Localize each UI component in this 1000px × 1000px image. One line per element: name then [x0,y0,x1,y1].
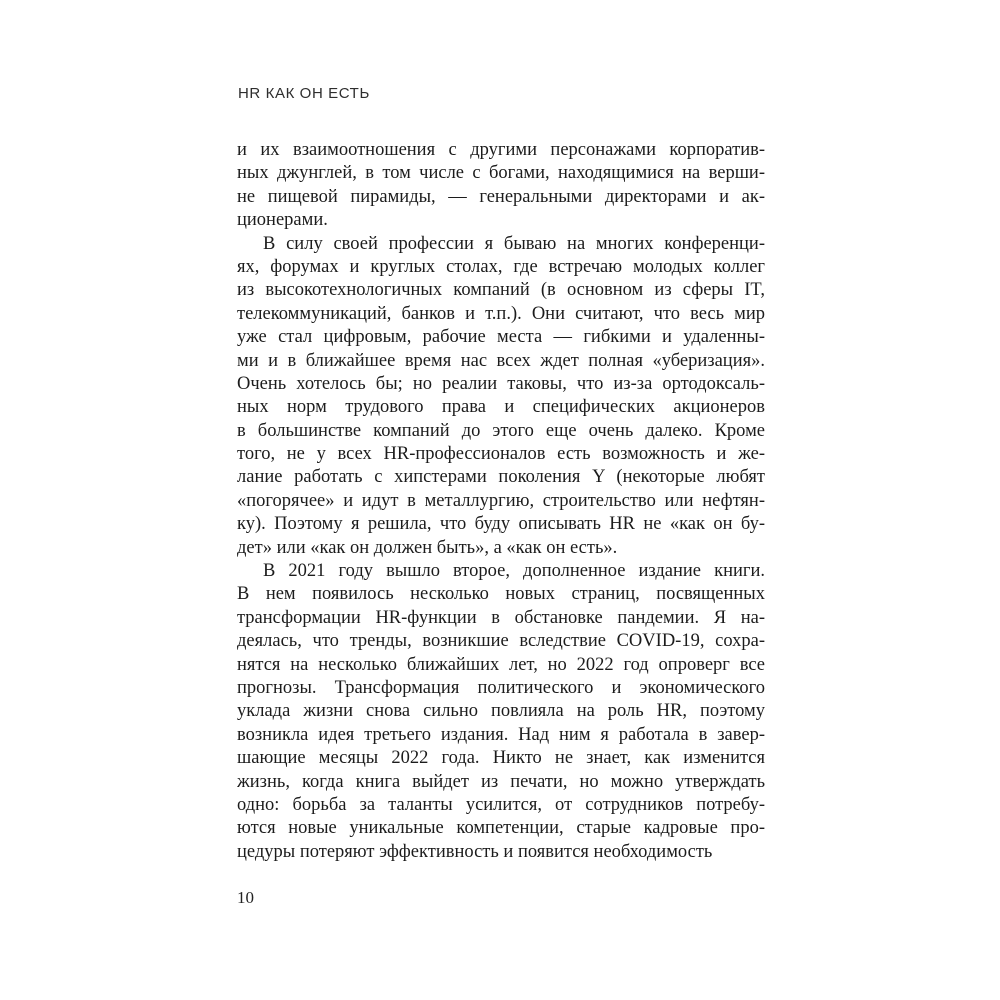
text-line: того, не у всех HR-профессионалов есть возможность и же- [237,444,765,465]
text-line: В 2021 году вышло второе, дополненное издание книги. [263,561,765,582]
text-line: трансформации HR-функции в обстановке пандемии. Я на- [237,607,765,628]
running-header: HR КАК ОН ЕСТЬ [238,85,370,102]
text-line: «погорячее» и идут в металлургию, строительство или нефтян- [237,490,765,511]
text-line: ми и в ближайшее время нас всех ждет полная «уберизация». [237,350,765,371]
text-line: в большинстве компаний до этого еще очень далеко. Кроме [237,420,765,441]
text-line: деялась, что тренды, возникшие вследствие COVID-19, сохра- [237,631,765,652]
text-line: В нем появилось несколько новых страниц, посвященных [237,584,765,605]
text-line: ных норм трудового права и специфических акционеров [237,397,765,418]
text-line: и их взаимоотношения с другими персонажами корпоратив- [237,140,765,160]
text-line: цедуры потеряют эффективность и появится необходимость [237,841,713,862]
text-line: дет» или «как он должен быть», а «как он есть». [237,537,618,558]
text-line: уклада жизни снова сильно повлияла на роль HR, поэтому [237,701,765,722]
text-line: телекоммуникаций, банков и т.п.). Они считают, что весь мир [237,303,765,324]
page-number: 10 [237,888,254,907]
text-block [237,139,765,864]
text-line: возникла идея третьего издания. Над ним я работала в завер- [237,724,765,745]
text-line: ных джунглей, в том числе с богами, находящимися на верши- [237,163,765,184]
text-line: ях, форумах и круглых столах, где встречаю молодых коллег [237,256,765,277]
text-line: нятся на несколько ближайших лет, но 2022 год опроверг все [237,654,765,675]
text-line: шающие месяцы 2022 года. Никто не знает, как изменится [237,748,765,769]
text-line: ционерами. [237,210,328,231]
text-line: лание работать с хипстерами поколения Y (некоторые любят [237,467,765,488]
text-line: жизнь, когда книга выйдет из печати, но можно утверждать [237,771,765,792]
text-line: не пищевой пирамиды, — генеральными директорами и ак- [237,186,765,207]
text-line: уже стал цифровым, рабочие места — гибкими и удаленны- [237,327,765,348]
text-line: ются новые уникальные компетенции, старые кадровые про- [237,818,765,839]
text-line: из высокотехнологичных компаний (в основном из сферы IT, [237,280,765,301]
text-line: В силу своей профессии я бываю на многих конференци- [263,233,765,254]
text-line: ку). Поэтому я решила, что буду описывать HR не «как он бу- [237,514,765,535]
text-line: прогнозы. Трансформация политического и экономического [237,677,765,698]
text-line: одно: борьба за таланты усилится, от сотрудников потребу- [237,794,765,815]
text-line: Очень хотелось бы; но реалии таковы, что из-за ортодоксаль- [237,373,765,394]
